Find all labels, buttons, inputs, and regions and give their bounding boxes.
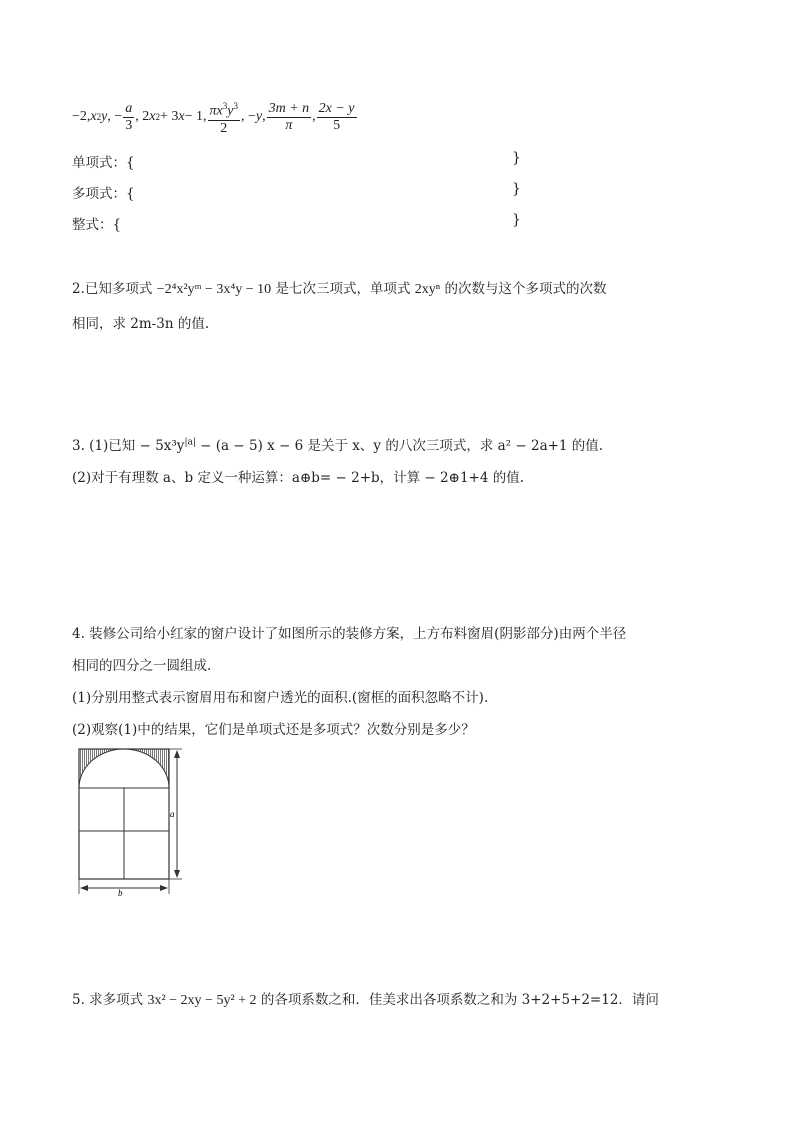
q5-suffix: 的各项系数之和．佳美求出各项系数之和为 3+2+5+2=12．请问 — [256, 992, 659, 1008]
q2-poly: −2⁴x²yᵐ − 3x⁴y − 10 — [156, 282, 272, 297]
frac-num: 3m + n — [268, 100, 310, 116]
monomial-close-brace: } — [512, 150, 521, 166]
frac-num: a — [125, 100, 133, 116]
frac-num-term: y — [227, 103, 234, 119]
frac-den: 3 — [125, 117, 133, 133]
expr-exp: 2 — [155, 112, 160, 123]
q2-line2: 相同，求 2m-3n 的值. — [72, 316, 210, 332]
frac-den: 2 — [220, 120, 228, 136]
window-figure — [74, 744, 194, 900]
frac-num-exp: 3 — [233, 101, 238, 111]
fraction-a-over-3 — [123, 101, 134, 134]
expr-term: x — [178, 109, 185, 125]
frac-num — [208, 98, 240, 121]
q2-suffix: 的次数与这个多项式的次数 — [440, 281, 607, 297]
q1-expression — [72, 98, 358, 137]
dimension-b-label: b — [118, 888, 123, 898]
q2-line1 — [72, 277, 606, 298]
q5-poly: 3x² − 2xy − 5y² + 2 — [147, 993, 257, 1008]
q4-line2: 相同的四分之一圆组成. — [72, 658, 212, 674]
fraction-2x-y-over-5 — [317, 101, 357, 134]
q2-mono: 2xyⁿ — [414, 282, 441, 297]
polynomial-close-brace: } — [512, 181, 521, 197]
frac-den: π — [285, 117, 293, 133]
q3-line1-a: 3. (1)已知 − 5x³y — [72, 438, 185, 454]
frac-num-exp: 3 — [222, 101, 228, 111]
q2-middle: 是七次三项式，单项式 — [271, 281, 415, 297]
frac-num-term: πx — [209, 103, 223, 119]
expr-term: x — [149, 109, 156, 125]
integral-close-brace: } — [512, 212, 521, 228]
q5-prefix: 5. 求多项式 — [72, 992, 148, 1008]
q3-exp: |a| — [184, 437, 196, 448]
expr-term: + 3 — [159, 109, 179, 125]
expr-term: y — [255, 109, 263, 125]
dimension-a-label: a — [170, 809, 175, 819]
expr-term: x — [90, 109, 97, 125]
expr-term: y — [101, 109, 108, 125]
q4-line3: (1)分别用整式表示窗眉用布和窗户透光的面积.(窗框的面积忽略不计). — [72, 690, 489, 706]
fraction-pi-x3y3-over-2 — [208, 98, 240, 137]
expr-term: , 2 — [135, 109, 150, 125]
q3-line1-b: − (a − 5) x − 6 是关于 x、y 的八次三项式，求 a² − 2a+1 的值. — [195, 438, 604, 454]
polynomial-label: 多项式：{ — [72, 186, 135, 202]
q3-line2: (2)对于有理数 a、b 定义一种运算：a⊕b= − 2+b，计算 − 2⊕1+4 的值. — [72, 470, 525, 486]
q3-line1 — [72, 434, 603, 454]
expr-term: , — [312, 109, 316, 125]
fraction-3m-n-over-pi — [267, 101, 312, 134]
expr-term: −2, — [72, 109, 91, 125]
frac-num: 2x − y — [318, 100, 355, 116]
q2-prefix: 2.已知多项式 — [72, 281, 157, 297]
expr-term: , — [262, 109, 266, 125]
expr-exp: 2 — [96, 112, 102, 123]
curtain-shade — [79, 749, 169, 788]
expr-term: , − — [240, 109, 256, 125]
q5-line1 — [72, 988, 659, 1009]
expr-term: − 1, — [184, 109, 207, 125]
expr-term: , − — [107, 109, 123, 125]
q4-line1: 4. 装修公司给小红家的窗户设计了如图所示的装修方案，上方布料窗眉(阴影部分)由两个半径 — [72, 626, 627, 642]
q4-line4: (2)观察(1)中的结果，它们是单项式还是多项式？次数分别是多少？ — [72, 722, 475, 738]
frac-den: 5 — [333, 117, 341, 133]
integral-label: 整式：{ — [72, 217, 122, 233]
monomial-label: 单项式：{ — [72, 155, 135, 171]
